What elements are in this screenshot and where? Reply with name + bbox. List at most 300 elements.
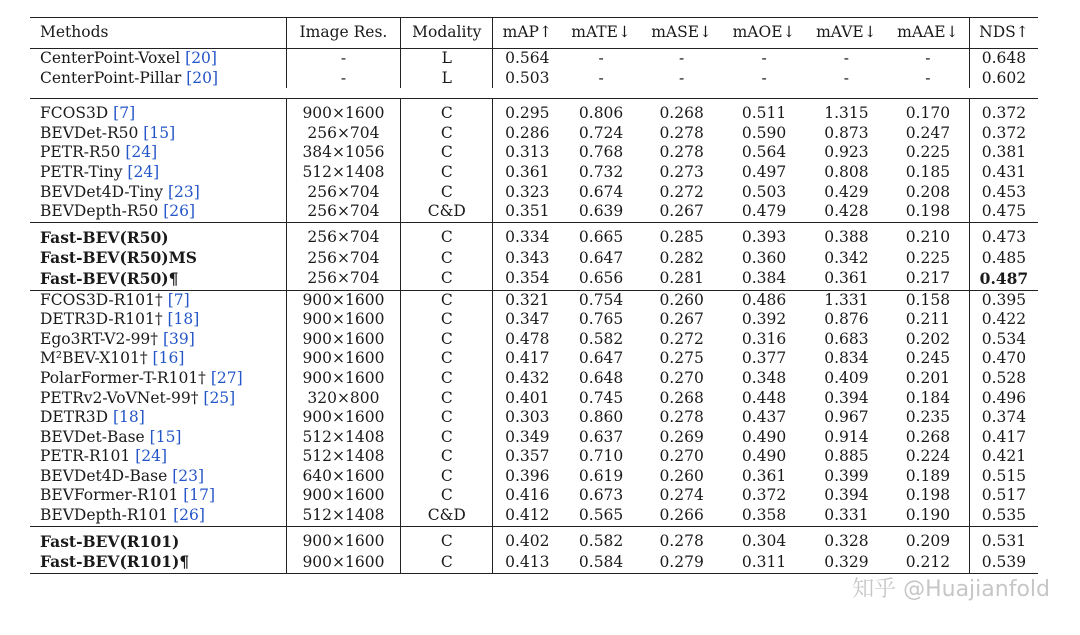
image-res-cell: 256×704 bbox=[286, 124, 400, 144]
citation-link[interactable]: [24] bbox=[127, 162, 160, 181]
method-cell bbox=[30, 99, 286, 124]
maae-cell: 0.225 bbox=[905, 248, 951, 267]
mate-cell: 0.565 bbox=[578, 506, 624, 525]
mave-cell: 0.914 bbox=[824, 427, 869, 446]
mave-cell: 1.331 bbox=[806, 290, 887, 310]
method-name: BEVDet-R50 bbox=[40, 123, 144, 142]
maoe-cell: 0.377 bbox=[741, 349, 787, 368]
maoe-cell: 0.392 bbox=[741, 310, 787, 329]
nds-cell: 0.473 bbox=[969, 222, 1038, 248]
modality-cell: C&D bbox=[401, 506, 493, 526]
maae-cell: 0.198 bbox=[905, 202, 951, 221]
table-row bbox=[30, 428, 1038, 448]
modality-cell: C bbox=[401, 222, 493, 248]
modality-cell: C bbox=[401, 143, 493, 163]
nds-cell: 0.602 bbox=[969, 69, 1038, 89]
maae-cell: - bbox=[925, 68, 931, 87]
table-row bbox=[30, 290, 1038, 310]
map-cell: 0.412 bbox=[493, 506, 561, 526]
mate-cell: 0.768 bbox=[578, 143, 624, 162]
maoe-cell: 0.311 bbox=[722, 552, 806, 573]
image-res-cell: 900×1600 bbox=[286, 349, 400, 369]
mase-cell: 0.272 bbox=[659, 182, 704, 201]
mase-cell: 0.267 bbox=[659, 202, 704, 221]
header-row bbox=[30, 18, 1038, 49]
image-res-cell: 900×1600 bbox=[286, 408, 400, 428]
maoe-cell: 0.448 bbox=[741, 388, 787, 407]
table-row bbox=[30, 552, 1038, 573]
map-cell: 0.357 bbox=[493, 447, 561, 467]
modality-cell: C bbox=[401, 408, 493, 428]
method-name: PETR-R101 bbox=[40, 447, 136, 466]
method-cell bbox=[30, 408, 286, 428]
map-cell: 0.361 bbox=[493, 163, 561, 183]
mate-cell: - bbox=[598, 49, 604, 67]
citation-link[interactable]: [23] bbox=[172, 466, 205, 485]
modality-cell: L bbox=[401, 69, 493, 89]
method-cell bbox=[30, 222, 286, 248]
nds-cell: 0.496 bbox=[969, 389, 1038, 409]
mave-cell: 0.967 bbox=[824, 408, 869, 427]
col-maoe: mAOE↓ bbox=[722, 18, 806, 49]
method-name: FCOS3D bbox=[40, 104, 114, 123]
maae-cell: 0.245 bbox=[905, 349, 951, 368]
method-name: Fast-BEV(R50)MS bbox=[40, 248, 197, 268]
method-cell bbox=[30, 506, 286, 526]
nds-cell bbox=[969, 269, 1038, 290]
mase-cell: - bbox=[679, 68, 685, 87]
nds-cell: 0.648 bbox=[969, 49, 1038, 69]
mave-cell: 0.394 bbox=[824, 486, 869, 505]
method-cell bbox=[30, 349, 286, 369]
mase-cell: 0.278 bbox=[659, 408, 704, 427]
method-cell bbox=[30, 269, 286, 290]
maae-cell: 0.209 bbox=[887, 526, 969, 552]
best-nds-value: 0.487 bbox=[979, 268, 1029, 288]
col-map: mAP↑ bbox=[493, 18, 561, 49]
mase-cell: 0.278 bbox=[659, 143, 704, 162]
modality-cell: C bbox=[401, 486, 493, 506]
table-row bbox=[30, 408, 1038, 428]
citation-link[interactable]: [7] bbox=[167, 290, 190, 309]
map-cell: 0.417 bbox=[493, 349, 561, 369]
table-row bbox=[30, 349, 1038, 369]
mase-cell: 0.272 bbox=[659, 329, 704, 348]
method-name: BEVDet4D-Tiny bbox=[40, 182, 168, 201]
maae-cell: 0.247 bbox=[905, 123, 951, 142]
mave-cell: 0.328 bbox=[806, 526, 887, 552]
mave-cell: 0.409 bbox=[824, 368, 869, 387]
image-res-cell: 900×1600 bbox=[286, 330, 400, 350]
mave-cell: 0.873 bbox=[824, 123, 869, 142]
nds-cell: 0.431 bbox=[969, 163, 1038, 183]
nds-cell: 0.421 bbox=[969, 447, 1038, 467]
maae-cell: 0.198 bbox=[905, 486, 951, 505]
modality-cell: C bbox=[401, 428, 493, 448]
mate-cell: 0.674 bbox=[578, 182, 624, 201]
citation-link[interactable]: [20] bbox=[186, 68, 219, 87]
table-row bbox=[30, 310, 1038, 330]
nds-cell: 0.381 bbox=[969, 143, 1038, 163]
maae-cell: 0.268 bbox=[905, 427, 951, 446]
map-cell: 0.503 bbox=[493, 69, 561, 89]
method-name: PETR-R50 bbox=[40, 143, 126, 162]
mase-cell: 0.268 bbox=[641, 99, 722, 124]
mave-cell: - bbox=[843, 49, 850, 67]
image-res-cell: - bbox=[286, 49, 400, 69]
mate-cell: 0.647 bbox=[578, 349, 624, 368]
maae-cell: 0.225 bbox=[905, 143, 951, 162]
map-cell: 0.343 bbox=[493, 248, 561, 269]
method-cell bbox=[30, 486, 286, 506]
citation-link[interactable]: [15] bbox=[149, 427, 182, 446]
method-name: DETR3D-R101† bbox=[40, 310, 168, 329]
nds-cell: 0.517 bbox=[969, 486, 1038, 506]
nds-cell: 0.539 bbox=[969, 552, 1038, 573]
map-cell: 0.295 bbox=[493, 99, 561, 124]
image-res-cell: 512×1408 bbox=[286, 163, 400, 183]
modality-cell: C bbox=[401, 526, 493, 552]
table-row bbox=[30, 389, 1038, 409]
col-nds: NDS↑ bbox=[969, 18, 1038, 49]
nds-cell: 0.531 bbox=[969, 526, 1038, 552]
image-res-cell: 256×704 bbox=[286, 183, 400, 203]
table-row bbox=[30, 486, 1038, 506]
table-row bbox=[30, 202, 1038, 222]
citation-link[interactable]: [24] bbox=[135, 447, 168, 466]
mave-cell: 0.342 bbox=[824, 248, 869, 267]
maoe-cell: 0.511 bbox=[722, 99, 806, 124]
maoe-cell: 0.590 bbox=[741, 123, 787, 142]
table-row bbox=[30, 330, 1038, 350]
method-cell bbox=[30, 248, 286, 269]
method-cell bbox=[30, 369, 286, 389]
image-res-cell: 900×1600 bbox=[286, 552, 400, 573]
mate-cell: 0.673 bbox=[578, 486, 624, 505]
method-name: BEVDepth-R101 bbox=[40, 506, 174, 525]
image-res-cell: 900×1600 bbox=[286, 526, 400, 552]
maoe-cell: 0.304 bbox=[722, 526, 806, 552]
citation-link[interactable]: [20] bbox=[185, 49, 217, 67]
maoe-cell: - bbox=[761, 68, 767, 87]
mase-cell: 0.279 bbox=[641, 552, 722, 573]
mave-cell: 0.428 bbox=[824, 202, 869, 221]
mate-cell: 0.584 bbox=[561, 552, 641, 573]
method-name: BEVDepth-R50 bbox=[40, 202, 164, 221]
citation-link[interactable]: [26] bbox=[173, 506, 205, 525]
method-cell bbox=[30, 163, 286, 183]
image-res-cell: 512×1408 bbox=[286, 447, 400, 467]
citation-link[interactable]: [26] bbox=[163, 202, 196, 221]
map-cell: 0.401 bbox=[493, 389, 561, 409]
modality-cell: C&D bbox=[401, 202, 493, 222]
citation-link[interactable]: [18] bbox=[112, 408, 145, 427]
map-cell: 0.402 bbox=[493, 526, 561, 552]
mate-cell: 0.582 bbox=[578, 329, 624, 348]
modality-cell: L bbox=[401, 49, 493, 69]
table-row bbox=[30, 143, 1038, 163]
nds-cell: 0.515 bbox=[969, 467, 1038, 487]
table-row bbox=[30, 447, 1038, 467]
mave-cell: 0.399 bbox=[824, 466, 869, 485]
map-cell: 0.396 bbox=[493, 467, 561, 487]
maoe-cell: 0.316 bbox=[741, 329, 787, 348]
image-res-cell: 256×704 bbox=[286, 269, 400, 290]
map-cell: 0.413 bbox=[493, 552, 561, 573]
method-name: CenterPoint-Pillar bbox=[40, 68, 187, 87]
map-cell: 0.313 bbox=[493, 143, 561, 163]
map-cell: 0.416 bbox=[493, 486, 561, 506]
table-row bbox=[30, 49, 1038, 69]
method-name: CenterPoint-Voxel bbox=[40, 49, 186, 67]
maoe-cell: 0.490 bbox=[741, 447, 787, 466]
nds-cell: 0.395 bbox=[969, 290, 1038, 310]
mave-cell: 0.885 bbox=[824, 447, 869, 466]
mave-cell: 1.315 bbox=[806, 99, 887, 124]
citation-link[interactable]: [27] bbox=[210, 368, 243, 387]
method-cell bbox=[30, 69, 286, 89]
method-cell bbox=[30, 202, 286, 222]
modality-cell: C bbox=[401, 330, 493, 350]
citation-link[interactable]: [39] bbox=[162, 329, 195, 348]
table-row bbox=[30, 269, 1038, 290]
map-cell: 0.564 bbox=[493, 49, 561, 69]
map-cell: 0.354 bbox=[493, 269, 561, 290]
mate-cell: 0.656 bbox=[578, 269, 624, 288]
mase-cell: 0.273 bbox=[659, 162, 704, 181]
table-row bbox=[30, 124, 1038, 144]
method-name: Fast-BEV(R101)¶ bbox=[40, 552, 190, 572]
mave-cell: 0.834 bbox=[824, 349, 869, 368]
maoe-cell: 0.490 bbox=[741, 427, 787, 446]
nds-cell: 0.470 bbox=[969, 349, 1038, 369]
modality-cell: C bbox=[401, 467, 493, 487]
mate-cell: 0.619 bbox=[578, 466, 624, 485]
col-modality: Modality bbox=[401, 18, 493, 49]
map-cell: 0.432 bbox=[493, 369, 561, 389]
mase-cell: 0.274 bbox=[659, 486, 704, 505]
citation-link[interactable]: [23] bbox=[167, 182, 200, 201]
image-res-cell: 900×1600 bbox=[286, 99, 400, 124]
map-cell: 0.334 bbox=[493, 222, 561, 248]
modality-cell: C bbox=[401, 369, 493, 389]
mase-cell: 0.281 bbox=[659, 269, 704, 288]
method-name: Fast-BEV(R50)¶ bbox=[40, 268, 179, 288]
map-cell: 0.323 bbox=[493, 183, 561, 203]
method-name: PETR-Tiny bbox=[40, 162, 128, 181]
maae-cell: 0.201 bbox=[905, 368, 951, 387]
image-res-cell: 640×1600 bbox=[286, 467, 400, 487]
mate-cell: 0.582 bbox=[561, 526, 641, 552]
maae-cell: 0.202 bbox=[905, 329, 951, 348]
mave-cell: 0.361 bbox=[824, 269, 869, 288]
mase-cell: 0.260 bbox=[641, 290, 722, 310]
map-cell: 0.286 bbox=[493, 124, 561, 144]
mate-cell: 0.665 bbox=[561, 222, 641, 248]
col-mate: mATE↓ bbox=[561, 18, 641, 49]
method-name: Fast-BEV(R101) bbox=[40, 531, 180, 551]
mave-cell: 0.388 bbox=[806, 222, 887, 248]
citation-link[interactable]: [18] bbox=[167, 310, 200, 329]
nds-cell: 0.372 bbox=[969, 99, 1038, 124]
maae-cell: 0.235 bbox=[905, 408, 951, 427]
col-maae: mAAE↓ bbox=[887, 18, 969, 49]
maoe-cell: 0.497 bbox=[741, 162, 787, 181]
modality-cell: C bbox=[401, 269, 493, 290]
method-cell bbox=[30, 447, 286, 467]
nds-cell: 0.534 bbox=[969, 330, 1038, 350]
mase-cell: 0.285 bbox=[641, 222, 722, 248]
nds-cell: 0.374 bbox=[969, 408, 1038, 428]
citation-link[interactable]: [24] bbox=[125, 143, 158, 162]
mate-cell: 0.745 bbox=[578, 388, 624, 407]
maae-cell: 0.217 bbox=[905, 269, 951, 288]
citation-link[interactable]: [15] bbox=[143, 123, 176, 142]
image-res-cell: 256×704 bbox=[286, 248, 400, 269]
method-cell bbox=[30, 49, 286, 69]
modality-cell: C bbox=[401, 124, 493, 144]
mase-cell: 0.275 bbox=[659, 349, 704, 368]
nds-cell: 0.372 bbox=[969, 124, 1038, 144]
maae-cell: 0.208 bbox=[905, 182, 951, 201]
maoe-cell: 0.437 bbox=[741, 408, 787, 427]
modality-cell: C bbox=[401, 183, 493, 203]
maoe-cell: 0.384 bbox=[741, 269, 787, 288]
mase-cell: 0.267 bbox=[659, 310, 704, 329]
maoe-cell: 0.479 bbox=[741, 202, 787, 221]
method-name: BEVFormer-R101 bbox=[40, 486, 184, 505]
mave-cell: 0.394 bbox=[824, 388, 869, 407]
nds-cell: 0.422 bbox=[969, 310, 1038, 330]
maae-cell: 0.224 bbox=[905, 447, 951, 466]
method-cell bbox=[30, 143, 286, 163]
method-cell bbox=[30, 428, 286, 448]
mase-cell: 0.278 bbox=[659, 123, 704, 142]
image-res-cell: 512×1408 bbox=[286, 506, 400, 526]
map-cell: 0.349 bbox=[493, 428, 561, 448]
modality-cell: C bbox=[401, 310, 493, 330]
method-cell bbox=[30, 389, 286, 409]
citation-link[interactable]: [25] bbox=[203, 388, 236, 407]
gap-cell bbox=[30, 88, 1038, 99]
mave-cell: - bbox=[843, 68, 850, 87]
maae-cell: 0.185 bbox=[905, 162, 951, 181]
mase-cell: 0.260 bbox=[659, 466, 704, 485]
col-image-res: Image Res. bbox=[286, 18, 400, 49]
table-row bbox=[30, 506, 1038, 526]
method-cell bbox=[30, 330, 286, 350]
mase-cell: 0.266 bbox=[659, 506, 704, 525]
map-cell: 0.351 bbox=[493, 202, 561, 222]
mate-cell: 0.639 bbox=[578, 202, 624, 221]
map-cell: 0.303 bbox=[493, 408, 561, 428]
maae-cell: 0.184 bbox=[905, 388, 951, 407]
image-res-cell: 900×1600 bbox=[286, 369, 400, 389]
mate-cell: 0.724 bbox=[578, 123, 624, 142]
modality-cell: C bbox=[401, 389, 493, 409]
mate-cell: 0.754 bbox=[561, 290, 641, 310]
mase-cell: 0.270 bbox=[659, 368, 704, 387]
mase-cell: 0.278 bbox=[641, 526, 722, 552]
mate-cell: 0.647 bbox=[578, 248, 624, 267]
nds-cell: 0.535 bbox=[969, 506, 1038, 526]
maoe-cell: 0.361 bbox=[741, 466, 787, 485]
col-mave: mAVE↓ bbox=[806, 18, 887, 49]
nds-cell: 0.417 bbox=[969, 428, 1038, 448]
citation-link[interactable]: [7] bbox=[113, 104, 136, 123]
mase-cell: - bbox=[679, 49, 685, 67]
table-row bbox=[30, 467, 1038, 487]
mase-cell: 0.282 bbox=[659, 248, 704, 267]
mate-cell: 0.806 bbox=[561, 99, 641, 124]
image-res-cell: 900×1600 bbox=[286, 486, 400, 506]
method-cell bbox=[30, 310, 286, 330]
mave-cell: 0.923 bbox=[824, 143, 869, 162]
method-name: PolarFormer-T-R101† bbox=[40, 368, 211, 387]
maae-cell: 0.211 bbox=[905, 310, 951, 329]
results-table bbox=[30, 17, 1038, 574]
mave-cell: 0.808 bbox=[824, 162, 869, 181]
table-row bbox=[30, 163, 1038, 183]
table-row bbox=[30, 183, 1038, 203]
map-cell: 0.321 bbox=[493, 290, 561, 310]
mase-cell: 0.270 bbox=[659, 447, 704, 466]
method-cell bbox=[30, 183, 286, 203]
method-cell bbox=[30, 467, 286, 487]
method-cell bbox=[30, 290, 286, 310]
maoe-cell: 0.358 bbox=[741, 506, 787, 525]
maae-cell: - bbox=[925, 49, 931, 67]
table-row bbox=[30, 526, 1038, 552]
image-res-cell: 900×1600 bbox=[286, 290, 400, 310]
mave-cell: 0.331 bbox=[824, 506, 869, 525]
image-res-cell: 256×704 bbox=[286, 222, 400, 248]
maoe-cell: 0.564 bbox=[741, 143, 787, 162]
mase-cell: 0.269 bbox=[659, 427, 704, 446]
image-res-cell: - bbox=[286, 69, 400, 89]
maoe-cell: - bbox=[761, 49, 767, 67]
image-res-cell: 256×704 bbox=[286, 202, 400, 222]
col-methods: Methods bbox=[30, 18, 286, 49]
modality-cell: C bbox=[401, 552, 493, 573]
mase-cell: 0.268 bbox=[659, 388, 704, 407]
maae-cell: 0.158 bbox=[887, 290, 969, 310]
mate-cell: - bbox=[598, 68, 604, 87]
maoe-cell: 0.372 bbox=[741, 486, 787, 505]
citation-link[interactable]: [17] bbox=[183, 486, 216, 505]
maoe-cell: 0.503 bbox=[741, 182, 787, 201]
method-name: PETRv2-VoVNet-99† bbox=[40, 388, 204, 407]
mate-cell: 0.765 bbox=[578, 310, 624, 329]
maae-cell: 0.210 bbox=[887, 222, 969, 248]
method-name: FCOS3D-R101† bbox=[40, 290, 168, 309]
modality-cell: C bbox=[401, 248, 493, 269]
method-name: DETR3D bbox=[40, 408, 113, 427]
table-row bbox=[30, 222, 1038, 248]
citation-link[interactable]: [16] bbox=[152, 349, 185, 368]
mave-cell: 0.429 bbox=[824, 182, 869, 201]
maae-cell: 0.170 bbox=[887, 99, 969, 124]
table-row bbox=[30, 69, 1038, 89]
group-gap bbox=[30, 88, 1038, 99]
image-res-cell: 512×1408 bbox=[286, 428, 400, 448]
table-row bbox=[30, 99, 1038, 124]
nds-cell: 0.485 bbox=[969, 248, 1038, 269]
method-cell bbox=[30, 124, 286, 144]
maoe-cell: 0.486 bbox=[722, 290, 806, 310]
maoe-cell: 0.393 bbox=[722, 222, 806, 248]
nds-cell: 0.528 bbox=[969, 369, 1038, 389]
